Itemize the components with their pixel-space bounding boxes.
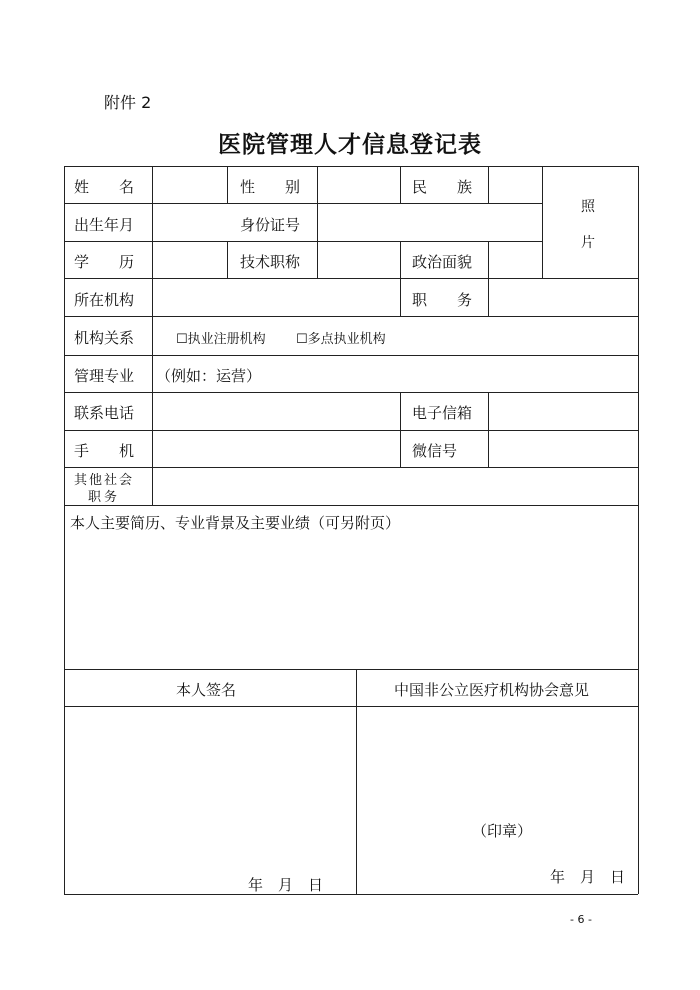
rule — [64, 203, 542, 204]
checkbox-icon[interactable]: ☐ — [176, 332, 188, 347]
birth-label: 出生年月 — [74, 216, 135, 234]
resume-label: 本人主要简历、专业背景及主要业绩（可另附页） — [70, 514, 401, 532]
mobile-label: 手 机 — [74, 442, 135, 460]
attachment-label: 附件 2 — [104, 93, 152, 112]
rule — [488, 241, 489, 316]
photo-label-bottom: 片 — [581, 235, 595, 251]
rule — [64, 706, 638, 707]
rule — [64, 430, 638, 431]
name-label: 姓 名 — [74, 178, 135, 196]
position-label: 职 务 — [412, 291, 473, 309]
rule — [488, 392, 489, 467]
rule — [64, 392, 638, 393]
rule — [488, 166, 489, 203]
association-opinion-label: 中国非公立医疗机构协会意见 — [394, 681, 590, 699]
rule — [356, 669, 357, 894]
email-label: 电子信箱 — [412, 404, 473, 422]
other-roles-label-line2: 职务 — [88, 490, 121, 505]
relation-label: 机构关系 — [74, 329, 135, 347]
rule — [400, 166, 401, 203]
seal-label: （印章） — [472, 822, 533, 840]
relation-option-registered-label: 执业注册机构 — [187, 332, 266, 347]
rule — [64, 316, 638, 317]
signature-label: 本人签名 — [176, 681, 237, 699]
rule — [64, 241, 542, 242]
date-left: 年 月 日 — [248, 876, 324, 894]
date-right: 年 月 日 — [550, 868, 626, 886]
phone-label: 联系电话 — [74, 404, 135, 422]
id-number-label: 身份证号 — [240, 216, 301, 234]
rule — [64, 166, 65, 894]
page-number: - 6 - — [570, 913, 592, 926]
rule — [64, 355, 638, 356]
ethnicity-label: 民 族 — [412, 178, 473, 196]
major-label: 管理专业 — [74, 367, 135, 385]
rule — [400, 392, 401, 467]
rule — [638, 166, 639, 894]
institution-label: 所在机构 — [74, 291, 135, 309]
rule — [64, 894, 638, 895]
checkbox-icon[interactable]: ☐ — [296, 332, 308, 347]
major-hint: （例如：运营） — [156, 367, 262, 385]
title-rank-label: 技术职称 — [240, 253, 301, 271]
relation-option-multisite[interactable] — [296, 328, 386, 347]
rule — [227, 241, 228, 278]
rule — [64, 669, 638, 670]
wechat-label: 微信号 — [412, 442, 458, 460]
political-label: 政治面貌 — [412, 253, 473, 271]
education-label: 学 历 — [74, 253, 135, 271]
rule — [317, 166, 318, 278]
rule — [64, 166, 638, 167]
rule — [64, 505, 638, 506]
other-roles-label-line1: 其他社会 — [74, 473, 135, 488]
rule — [64, 278, 638, 279]
rule — [542, 166, 543, 278]
relation-option-multisite-label: 多点执业机构 — [307, 332, 386, 347]
photo-label-top: 照 — [581, 199, 595, 215]
rule — [152, 166, 153, 505]
rule — [64, 467, 638, 468]
rule — [400, 241, 401, 316]
gender-label: 性 别 — [240, 178, 301, 196]
relation-option-registered[interactable] — [176, 328, 266, 347]
rule — [227, 166, 228, 203]
form-title: 医院管理人才信息登记表 — [218, 131, 482, 158]
registration-form — [64, 166, 638, 894]
